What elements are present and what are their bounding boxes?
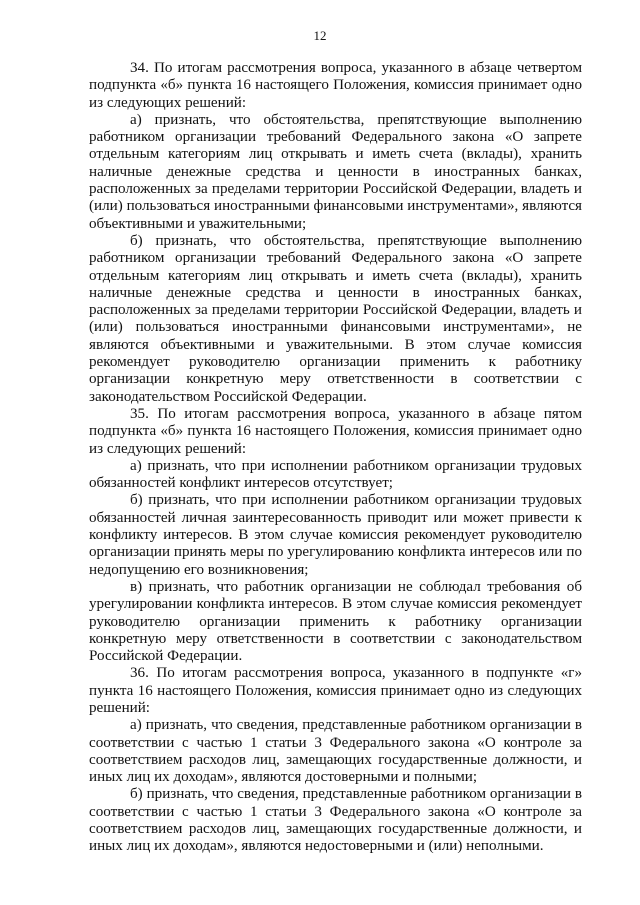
- document-body: [89, 60, 582, 856]
- paragraph-35-v: в) признать, что работник организации не соблюдал требования об урегулировании конфликта интересов. В этом случае комиссия рекомендует руководителю организации применить к работнику организации конкретную меру ответственности в соответствии с законодательством Российской Федерации.: [89, 578, 582, 665]
- paragraph-34: 34. По итогам рассмотрения вопроса, указанного в абзаце четвертом подпункта «б» пункта 16 настоящего Положения, комиссия принимает одно из следующих решений:: [89, 60, 582, 111]
- paragraph-35-a: а) признать, что при исполнении работником организации трудовых обязанностей конфликт интересов отсутствует;: [89, 457, 582, 492]
- paragraph-34-a: а) признать, что обстоятельства, препятствующие выполнению работником организации требований Федерального закона «О запрете отдельным категориям лиц открывать и иметь счета (вклады), хранить наличные денежные средства и ценности в иностранных банках, расположенных за пределами территории Российской Федерации, владеть и (или) пользоваться иностранными финансовыми инструментами», являются объективными и уважительными;: [89, 111, 582, 232]
- paragraph-36-a: а) признать, что сведения, представленные работником организации в соответствии с частью 1 статьи 3 Федерального закона «О контроле за соответствием расходов лиц, замещающих государственные должности, и иных лиц их доходам», являются достоверными и полными;: [89, 717, 582, 786]
- paragraph-35-b: б) признать, что при исполнении работником организации трудовых обязанностей личная заинтересованность приводит или может привести к конфликту интересов. В этом случае комиссия рекомендует руководителю организации принять меры по урегулированию конфликта интересов или по недопущению его возникновения;: [89, 492, 582, 578]
- paragraph-34-b: б) признать, что обстоятельства, препятствующие выполнению работником организации требований Федерального закона «О запрете отдельным категориям лиц открывать и иметь счета (вклады), хранить наличные денежные средства и ценности в иностранных банках, расположенных за пределами территории Российской Федерации, владеть и (или) пользоваться иностранными финансовыми инструментами», не являются объективными и уважительными. В этом случае комиссия рекомендует руководителю организации применить к работнику организации конкретную меру ответственности в соответствии с законодательством Российской Федерации.: [89, 232, 582, 405]
- paragraph-36: 36. По итогам рассмотрения вопроса, указанного в подпункте «г» пункта 16 настоящего Положения, комиссия принимает одно из следующих решений:: [89, 665, 582, 716]
- paragraph-35: 35. По итогам рассмотрения вопроса, указанного в абзаце пятом подпункта «б» пункта 16 настоящего Положения, комиссия принимает одно из следующих решений:: [89, 405, 582, 457]
- page-number: 12: [313, 28, 327, 43]
- paragraph-36-b: б) признать, что сведения, представленные работником организации в соответствии с частью 1 статьи 3 Федерального закона «О контроле за соответствием расходов лиц, замещающих государственные должности, и иных лиц их доходам», являются недостоверными и (или) неполными.: [89, 786, 582, 855]
